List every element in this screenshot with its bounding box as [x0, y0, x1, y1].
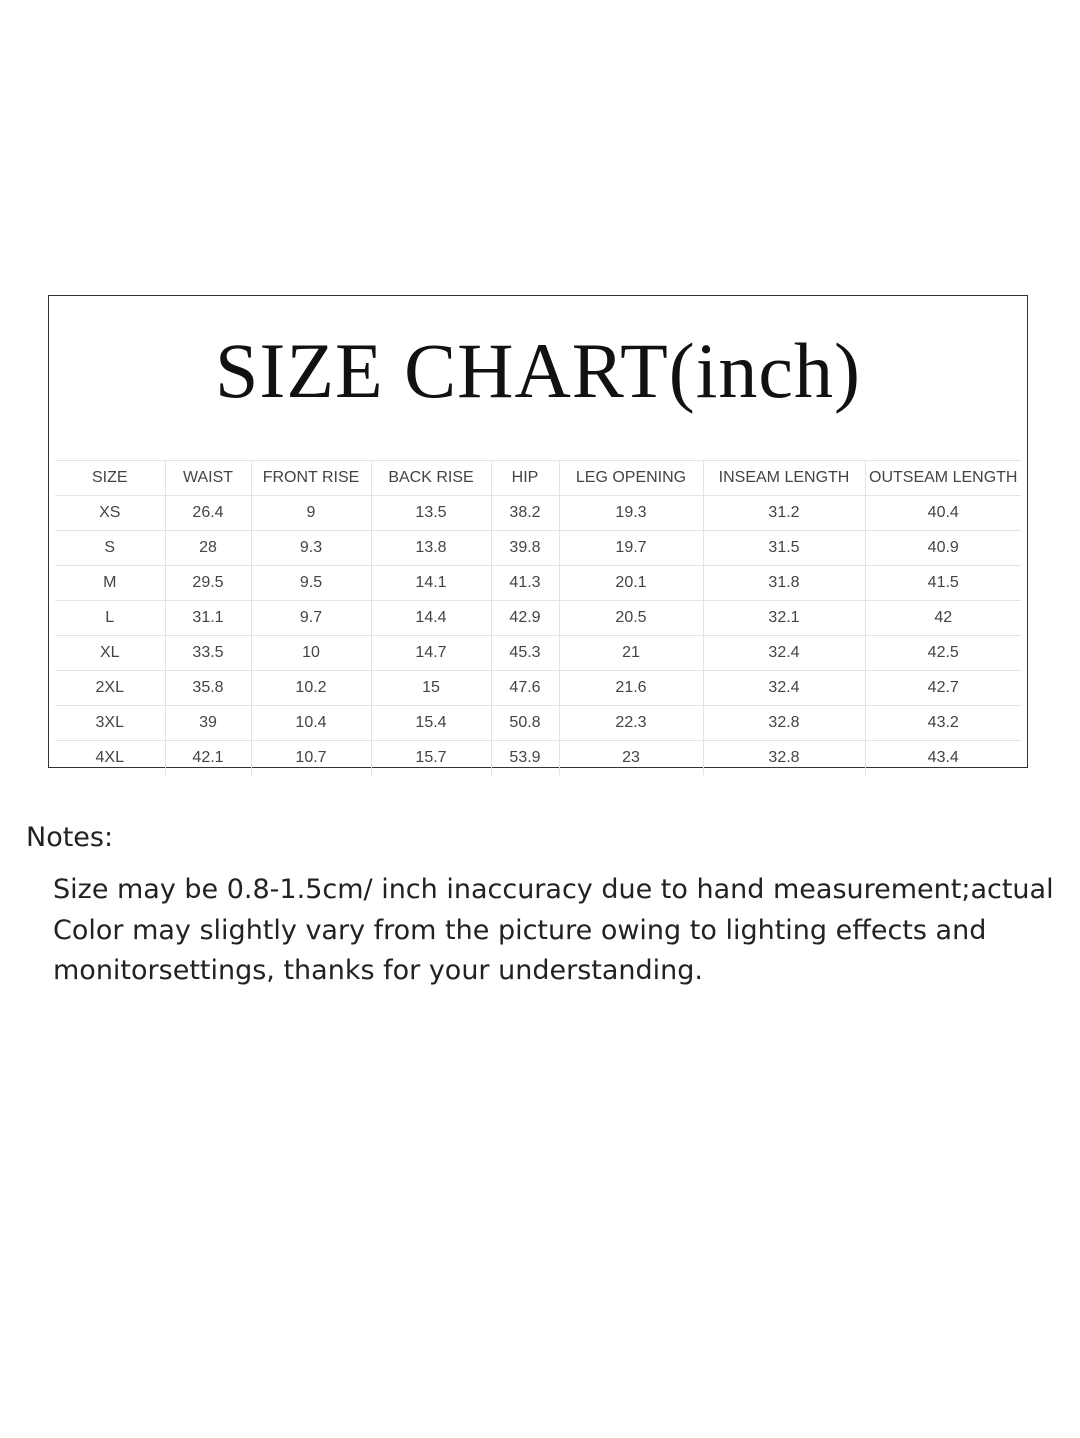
table-cell: 31.5	[703, 531, 865, 566]
size-chart-box	[48, 295, 1028, 768]
chart-title: SIZE CHART(inch)	[214, 327, 862, 414]
table-cell: 50.8	[491, 706, 559, 741]
column-header: FRONT RISE	[251, 461, 371, 496]
table-cell: 13.8	[371, 531, 491, 566]
notes-heading: Notes:	[26, 822, 114, 853]
table-cell: 42.9	[491, 601, 559, 636]
column-header: SIZE	[55, 461, 165, 496]
table-cell: 42	[865, 601, 1021, 636]
table-cell: 31.1	[165, 601, 251, 636]
notes-line: Color may slightly vary from the picture owing to lighting effects and	[53, 914, 987, 946]
table-cell: 39	[165, 706, 251, 741]
table-cell: 31.2	[703, 496, 865, 531]
notes-body	[53, 870, 1063, 992]
table-cell: 32.8	[703, 741, 865, 776]
table-cell: L	[55, 601, 165, 636]
column-header: BACK RISE	[371, 461, 491, 496]
column-header: INSEAM LENGTH	[703, 461, 865, 496]
column-header: WAIST	[165, 461, 251, 496]
table-cell: 32.1	[703, 601, 865, 636]
table-cell: 29.5	[165, 566, 251, 601]
table-cell: 39.8	[491, 531, 559, 566]
table-cell: 2XL	[55, 671, 165, 706]
table-cell: 10.2	[251, 671, 371, 706]
table-row	[55, 671, 1021, 706]
table-cell: 21.6	[559, 671, 703, 706]
table-cell: 41.5	[865, 566, 1021, 601]
table-row	[55, 741, 1021, 776]
table-cell: 31.8	[703, 566, 865, 601]
table-cell: 42.7	[865, 671, 1021, 706]
column-header: HIP	[491, 461, 559, 496]
table-cell: 41.3	[491, 566, 559, 601]
table-cell: 33.5	[165, 636, 251, 671]
table-cell: 43.4	[927, 749, 959, 766]
table-cell: 47.6	[491, 671, 559, 706]
table-cell: 13.5	[371, 496, 491, 531]
table-cell: 14.7	[371, 636, 491, 671]
notes-line: Size may be 0.8-1.5cm/ inch inaccuracy due to hand measurement;actual	[53, 874, 1054, 905]
table-cell: 20.5	[559, 601, 703, 636]
table-cell: 32.4	[703, 671, 865, 706]
table-cell: 9.5	[251, 566, 371, 601]
table-cell: 15.4	[371, 706, 491, 741]
size-table	[55, 460, 1021, 775]
table-cell: XS	[55, 496, 165, 531]
table-cell: 19.7	[559, 531, 703, 566]
table-cell: 45.3	[491, 636, 559, 671]
table-row	[55, 566, 1021, 601]
table-cell: 42.1	[165, 741, 251, 776]
table-cell: XL	[55, 636, 165, 671]
table-row	[55, 531, 1021, 566]
table-cell: 10	[251, 636, 371, 671]
notes-line: monitorsettings, thanks for your understanding.	[53, 955, 703, 986]
table-cell: 3XL	[55, 706, 165, 741]
table-cell: 43.2	[865, 706, 1021, 741]
table-cell: 10.4	[251, 706, 371, 741]
table-row	[55, 636, 1021, 671]
table-cell: 40.9	[865, 531, 1021, 566]
table-row	[55, 706, 1021, 741]
table-cell: 35.8	[165, 671, 251, 706]
table-cell: 22.3	[559, 706, 703, 741]
table-cell: 14.4	[371, 601, 491, 636]
table-cell: 14.1	[371, 566, 491, 601]
table-cell: 53.9	[491, 741, 559, 776]
table-cell: M	[55, 566, 165, 601]
table-cell: 9	[251, 496, 371, 531]
table-cell: 21	[559, 636, 703, 671]
table-row	[55, 601, 1021, 636]
table-cell: 15	[371, 671, 491, 706]
table-row	[55, 496, 1021, 531]
table-cell: 40.4	[865, 496, 1021, 531]
table-cell: 9.7	[251, 601, 371, 636]
table-cell: 10.7	[251, 741, 371, 776]
table-cell: 32.4	[703, 636, 865, 671]
table-cell: 20.1	[559, 566, 703, 601]
table-header-row	[55, 461, 1021, 496]
table-cell: 9.3	[251, 531, 371, 566]
table-cell: 23	[559, 741, 703, 776]
table-cell: 26.4	[165, 496, 251, 531]
table-cell: 28	[165, 531, 251, 566]
table-cell: 32.8	[703, 706, 865, 741]
table-cell: 4XL	[55, 741, 165, 776]
table-cell: 19.3	[559, 496, 703, 531]
table-cell: 38.2	[491, 496, 559, 531]
column-header: LEG OPENING	[559, 461, 703, 496]
column-header: OUTSEAM LENGTH	[865, 461, 1021, 496]
table-cell: 15.7	[371, 741, 491, 776]
table-cell: 42.5	[865, 636, 1021, 671]
table-cell: S	[55, 531, 165, 566]
